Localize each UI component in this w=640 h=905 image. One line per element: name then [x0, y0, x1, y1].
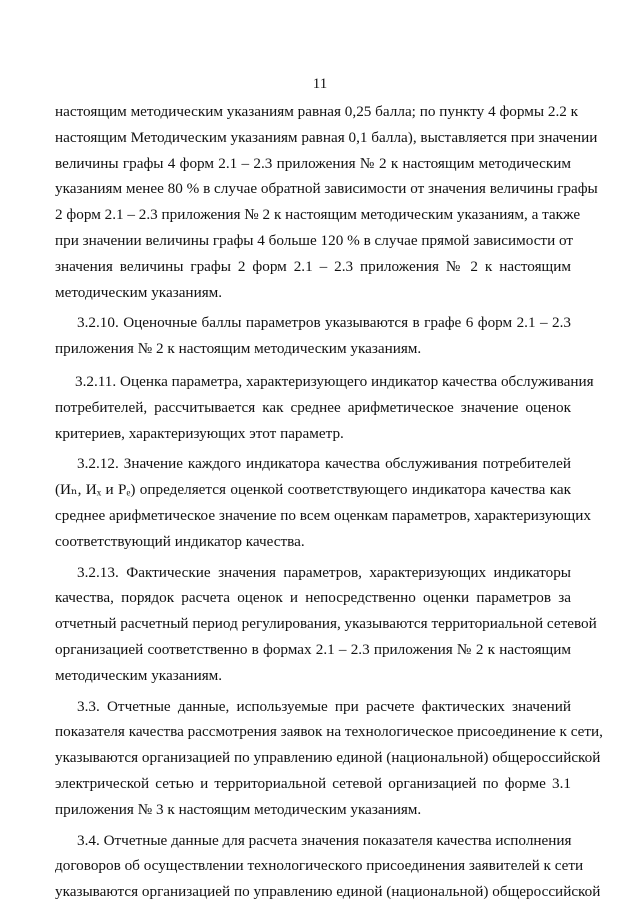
text-line: потребителей, рассчитывается как среднее арифметическое значение оценок	[55, 398, 571, 416]
text-line: (Иₙ, Иₓ и Рₑ) определяется оценкой соответствующего индикатора качества как	[55, 481, 571, 499]
text-line: электрической сетью и территориальной сетевой организацией по форме 3.1	[55, 774, 571, 792]
text-line: настоящим методическим указаниям равная 0,25 балла; по пункту 4 формы 2.2 к	[55, 103, 579, 120]
page-number: 11	[312, 76, 328, 92]
paragraph-3-2-12	[55, 451, 591, 554]
text-line: отчетный расчетный период регулирования, указываются территориальной сетевой	[55, 615, 597, 633]
text-line: указываются организацией по управлению единой (национальной) общероссийской	[55, 883, 601, 901]
text-line: 3.4. Отчетные данные для расчета значения показателя качества исполнения	[77, 831, 572, 849]
text-line: договоров об осуществлении технологического присоединения заявителей к сети	[55, 857, 584, 875]
text-line: критериев, характеризующих этот параметр.	[55, 424, 344, 442]
text-line: при значении величины графы 4 больше 120 % в случае прямой зависимости от	[55, 231, 574, 249]
text-line: 3.3. Отчетные данные, используемые при расчете фактических значений	[77, 697, 571, 715]
text-line: величины графы 4 форм 2.1 – 2.3 приложения № 2 к настоящим методическим	[55, 154, 571, 172]
text-line: методическим указаниям.	[55, 283, 223, 301]
text-line: методическим указаниям.	[55, 666, 223, 684]
text-line: приложения № 3 к настоящим методическим указаниям.	[55, 800, 422, 818]
text-line: указаниям менее 80 % в случае обратной зависимости от значения величины графы	[55, 180, 598, 198]
text-line: значения величины графы 2 форм 2.1 – 2.3 приложения № 2 к настоящим	[55, 257, 571, 275]
paragraph-3-2-10	[55, 310, 571, 362]
text-line: 3.2.12. Значение каждого индикатора качества обслуживания потребителей	[77, 455, 571, 473]
text-line: показателя качества рассмотрения заявок на технологическое присоединение к сети,	[55, 723, 603, 741]
paragraph-continuation	[55, 99, 598, 305]
text-line: 3.2.13. Фактические значения параметров, характеризующих индикаторы	[77, 563, 571, 581]
document-body	[55, 99, 603, 905]
text-line: настоящим Методическим указаниям равная 0,1 балла), выставляется при значении	[55, 128, 598, 146]
text-line: 3.2.10. Оценочные баллы параметров указываются в графе 6 форм 2.1 – 2.3	[77, 314, 571, 332]
text-line: 2 форм 2.1 – 2.3 приложения № 2 к настоящим методическим указаниям, а также	[55, 206, 581, 224]
text-line: качества, порядок расчета оценок и непосредственно оценки параметров за	[55, 589, 571, 607]
paragraph-3-4	[55, 828, 601, 905]
text-line: организацией соответственно в формах 2.1 – 2.3 приложения № 2 к настоящим	[55, 640, 571, 658]
text-line: приложения № 2 к настоящим методическим указаниям.	[55, 340, 422, 358]
text-line: 3.2.11. Оценка параметра, характеризующего индикатор качества обслуживания	[75, 372, 594, 390]
paragraph-3-2-11	[55, 369, 594, 446]
paragraph-3-2-13	[55, 560, 597, 689]
text-line: среднее арифметическое значение по всем оценкам параметров, характеризующих	[55, 506, 591, 524]
paragraph-3-3	[55, 694, 603, 823]
text-line: соответствующий индикатор качества.	[55, 532, 305, 550]
text-line: указываются организацией по управлению единой (национальной) общероссийской	[55, 749, 601, 767]
